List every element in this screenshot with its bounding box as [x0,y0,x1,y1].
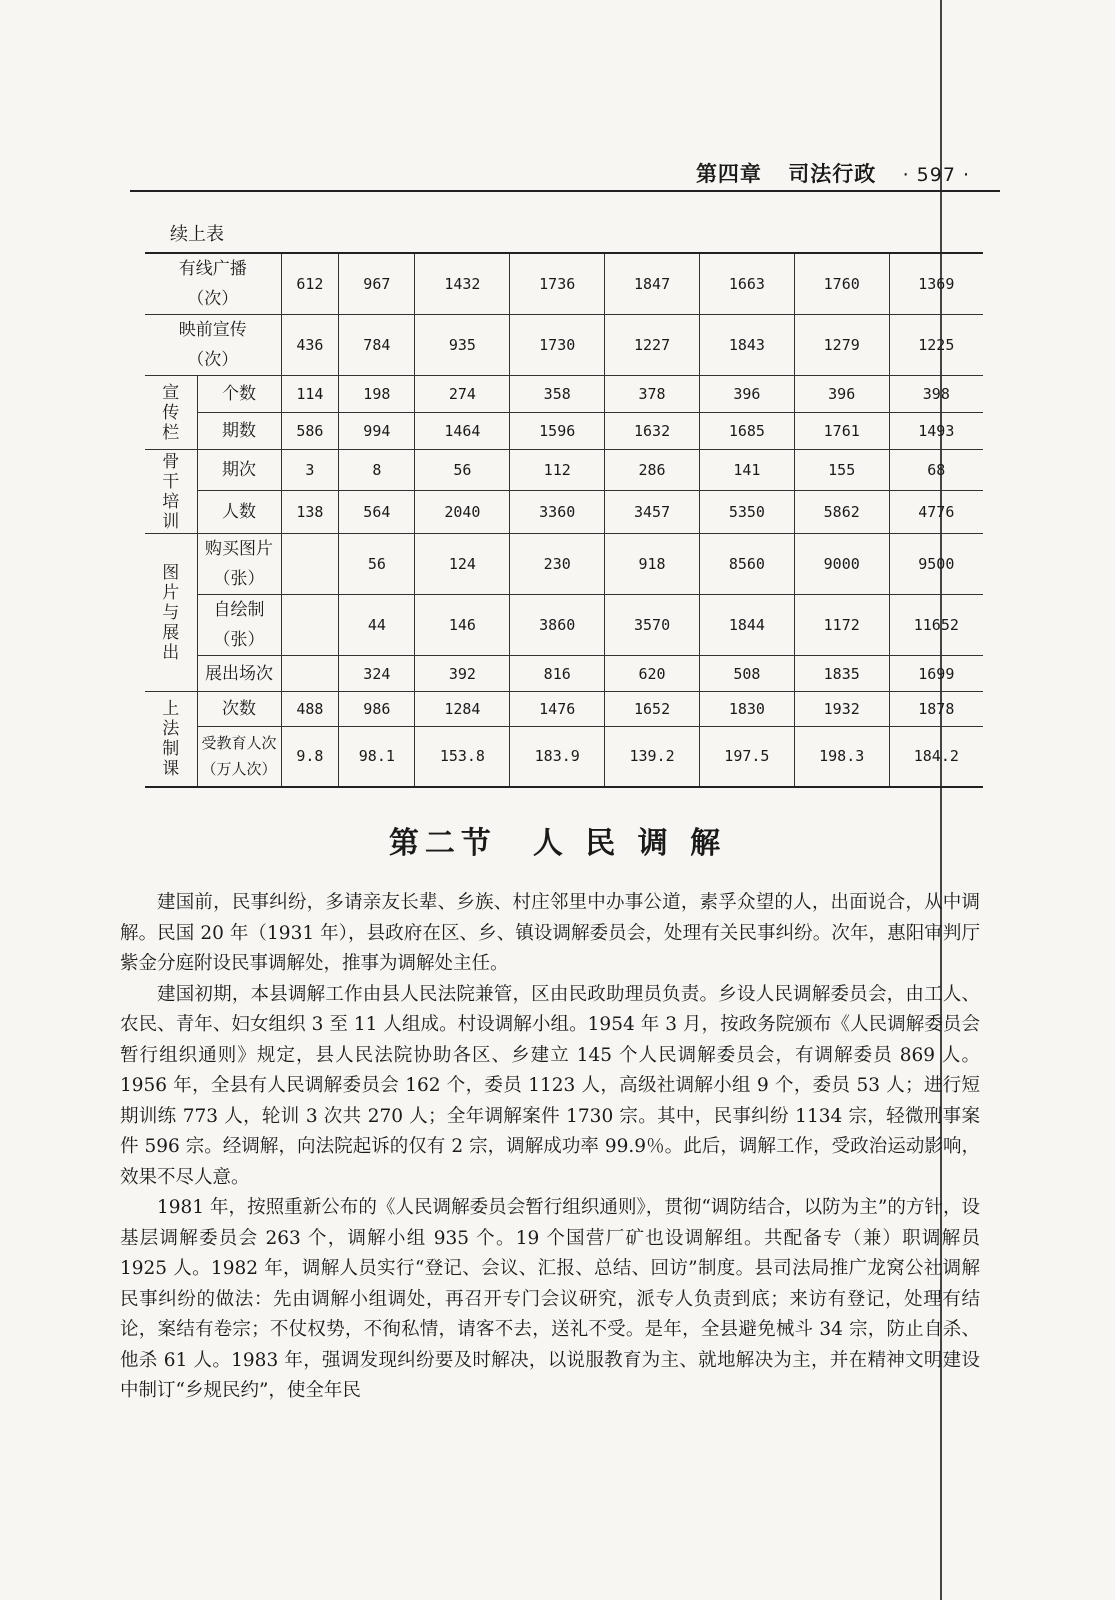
table-row [145,534,983,595]
table-cell: 436 [281,315,339,376]
table-row [145,376,983,413]
table-row [145,727,983,787]
table-cell: 1685 [699,413,794,450]
table-cell: 1284 [415,692,510,727]
table-cell: 5350 [699,491,794,534]
body-text [120,888,980,1407]
table-cell: 1835 [794,656,889,692]
table-row [145,656,983,692]
table-cell: 1932 [794,692,889,727]
row-label: 期次 [197,450,281,491]
table-cell: 112 [510,450,605,491]
row-label: 受教育人次 （万人次） [197,727,281,787]
table-cell: 2040 [415,491,510,534]
row-label: 自绘制 （张） [197,595,281,656]
table-cell: 586 [281,413,339,450]
table-cell: 198 [339,376,415,413]
table-cell: 114 [281,376,339,413]
table-cell: 784 [339,315,415,376]
table-cell: 3570 [605,595,700,656]
table-cell [281,534,339,595]
table-cell: 155 [794,450,889,491]
table-cell: 1225 [889,315,983,376]
table-cell: 564 [339,491,415,534]
row-label: 次数 [197,692,281,727]
table-cell: 488 [281,692,339,727]
table-cell: 286 [605,450,700,491]
table-cell: 994 [339,413,415,450]
header-text [678,158,970,188]
table-cell: 1847 [605,253,700,315]
table-cell: 396 [794,376,889,413]
table-cell: 816 [510,656,605,692]
row-label: 有线广播 （次） [145,253,281,315]
table-cell: 8560 [699,534,794,595]
table-cell: 183.9 [510,727,605,787]
running-header [130,148,1000,192]
table-cell: 8 [339,450,415,491]
paragraph: 建国前，民事纠纷，多请亲友长辈、乡族、村庄邻里中办事公道，素孚众望的人，出面说合，从中调解。民国 20 年（1931 年），县政府在区、乡、镇设调解委员会，处理有关民事纠纷。次年，惠阳审判厅紫金分庭附设民事调解处，推事为调解处主任。 [120,892,980,974]
table-cell: 56 [339,534,415,595]
table-cell: 1761 [794,413,889,450]
row-label: 展出场次 [197,656,281,692]
table-cell: 138 [281,491,339,534]
table-cell: 4776 [889,491,983,534]
table-row [145,413,983,450]
table-cell: 1663 [699,253,794,315]
table-cell: 358 [510,376,605,413]
table-cell: 184.2 [889,727,983,787]
table-cell: 1279 [794,315,889,376]
chapter-label: 第四章 [695,162,762,186]
table-cell: 274 [415,376,510,413]
table-cell: 3457 [605,491,700,534]
continuation-note: 续上表 [170,224,224,245]
table-cell: 56 [415,450,510,491]
row-label: 映前宣传 （次） [145,315,281,376]
row-label: 人数 [197,491,281,534]
table-cell: 398 [889,376,983,413]
table-cell: 9500 [889,534,983,595]
table-cell: 1699 [889,656,983,692]
table-cell: 9000 [794,534,889,595]
group-label: 图 片 与 展 出 [145,534,197,692]
row-label: 期数 [197,413,281,450]
table-cell: 378 [605,376,700,413]
chapter-title: 司法行政 [788,162,877,186]
table-cell: 11652 [889,595,983,656]
table-row [145,253,983,315]
table-cell [281,656,339,692]
table-cell: 141 [699,450,794,491]
row-label: 个数 [197,376,281,413]
table-cell: 918 [605,534,700,595]
table-row [145,491,983,534]
table-cell: 1730 [510,315,605,376]
table-cell: 44 [339,595,415,656]
table-cell: 139.2 [605,727,700,787]
table-cell: 3360 [510,491,605,534]
table-cell: 1227 [605,315,700,376]
table-cell: 1596 [510,413,605,450]
section-title: 第二节 人 民 调 解 [388,826,727,861]
table-row [145,692,983,727]
table-cell: 508 [699,656,794,692]
table-cell: 9.8 [281,727,339,787]
table-cell: 1652 [605,692,700,727]
table-cell: 5862 [794,491,889,534]
page-number: · 597 · [902,164,970,186]
group-label: 骨 干 培 训 [145,450,197,534]
table-cell: 1843 [699,315,794,376]
table-row [145,450,983,491]
group-label: 宣 传 栏 [145,376,197,450]
table-cell: 986 [339,692,415,727]
table-cell: 230 [510,534,605,595]
table-cell: 1493 [889,413,983,450]
statistics-table [145,252,983,788]
table-cell: 967 [339,253,415,315]
table-cell: 1736 [510,253,605,315]
table-cell [281,595,339,656]
table-cell: 324 [339,656,415,692]
row-label: 购买图片 （张） [197,534,281,595]
table-cell: 98.1 [339,727,415,787]
table-cell: 1476 [510,692,605,727]
table-cell: 197.5 [699,727,794,787]
table-cell: 146 [415,595,510,656]
table-cell: 3860 [510,595,605,656]
group-label: 上 法 制 课 [145,692,197,787]
table-cell: 1172 [794,595,889,656]
table-row [145,315,983,376]
table-cell: 198.3 [794,727,889,787]
table-cell: 1369 [889,253,983,315]
paragraph: 1981 年，按照重新公布的《人民调解委员会暂行组织通则》，贯彻“调防结合，以防为主”的方针，设基层调解委员会 263 个，调解小组 935 个。19 个国营厂矿也设调解组。共配备专（兼）职调解员 1925 人。1982 年，调解人员实行“登记、会议、汇报、总结、回访”制度。县司法局推广龙窝公社调解民事纠纷的做法：先由调解小组调处，再召开专门会议研究，派专人负责到底；来访有登记，处理有结论，案结有卷宗；不仗权势，不徇私情，请客不去，送礼不受。是年，全县避免械斗 34 宗，防止自杀、他杀 61 人。1983 年，强调发现纠纷要及时解决，以说服教育为主、就地解决为主，并在精神文明建设中制订“乡规民约”，使全年民 [120,1197,980,1401]
table-cell: 1844 [699,595,794,656]
table-cell: 1878 [889,692,983,727]
table-cell: 68 [889,450,983,491]
table-cell: 124 [415,534,510,595]
table-cell: 1760 [794,253,889,315]
table-cell: 620 [605,656,700,692]
table-cell: 3 [281,450,339,491]
table-cell: 612 [281,253,339,315]
paragraph: 建国初期，本县调解工作由县人民法院兼管，区由民政助理员负责。乡设人民调解委员会，由工人、农民、青年、妇女组织 3 至 11 人组成。村设调解小组。1954 年 3 月，按政务院颁布《人民调解委员会暂行组织通则》规定，县人民法院协助各区、乡建立 145 个人民调解委员会，有调解委员 869 人。1956 年，全县有人民调解委员会 162 个，委员 1123 人，高级社调解小组 9 个，委员 53 人；进行短期训练 773 人，轮训 3 次共 270 人；全年调解案件 1730 宗。其中，民事纠纷 1134 宗，轻微刑事案件 596 宗。经调解，向法院起诉的仅有 2 宗，调解成功率 99.9％。此后，调解工作，受政治运动影响，效果不尽人意。 [120,983,980,1188]
table-cell: 153.8 [415,727,510,787]
table-cell: 392 [415,656,510,692]
table-cell: 1464 [415,413,510,450]
table-cell: 396 [699,376,794,413]
table-cell: 1632 [605,413,700,450]
table-cell: 935 [415,315,510,376]
table-row [145,595,983,656]
table-cell: 1432 [415,253,510,315]
table-cell: 1830 [699,692,794,727]
